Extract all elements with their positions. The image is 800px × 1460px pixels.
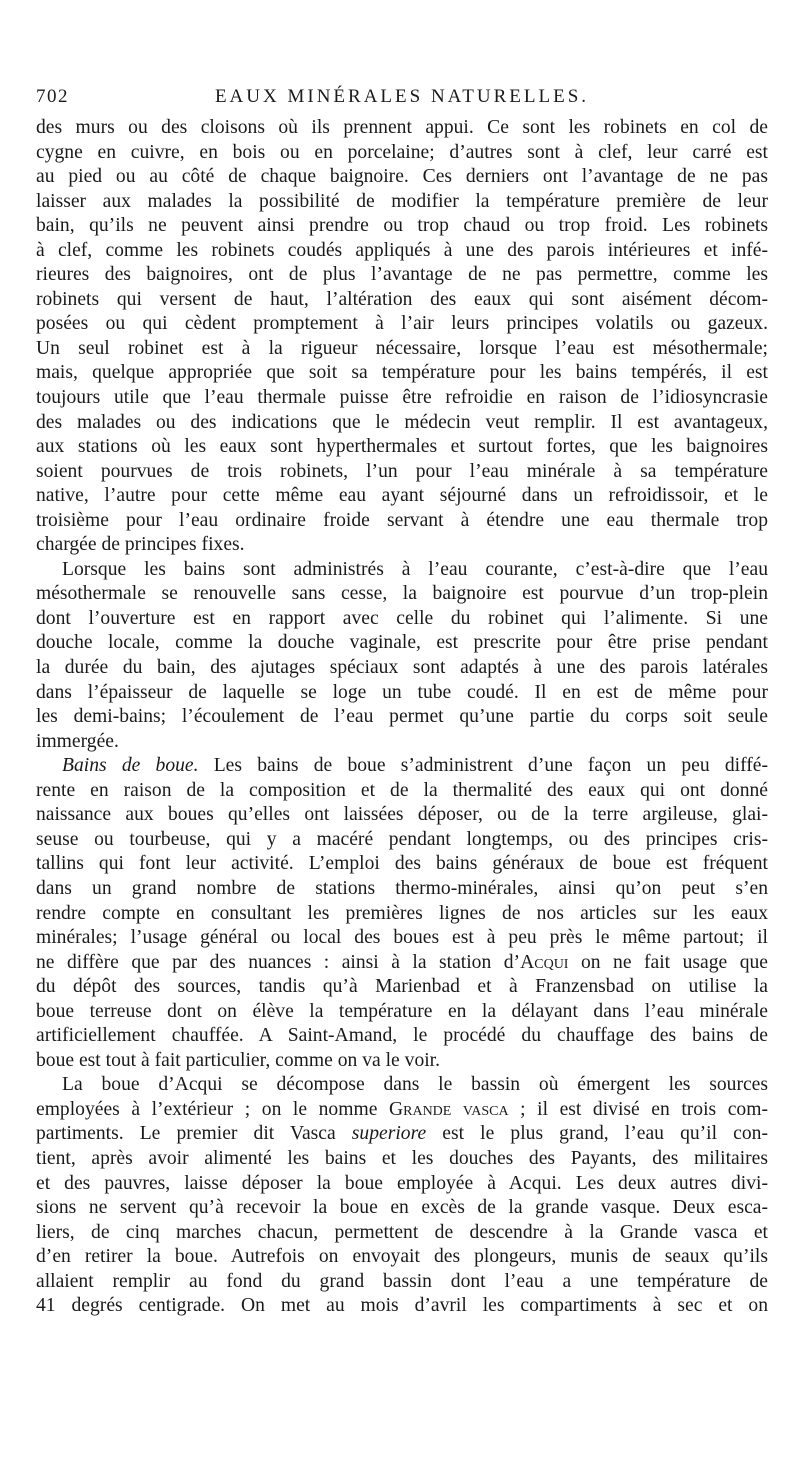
text-segment: chargée de principes fixes. — [36, 534, 245, 556]
text-line — [36, 803, 768, 828]
text-segment: boue est tout à fait particulier, comme on va le voir. — [36, 1049, 441, 1071]
text-segment: est le plus grand, l’eau qu’il con- — [426, 1123, 768, 1145]
text-line — [36, 1024, 768, 1049]
text-line — [36, 779, 768, 804]
text-segment: laisser aux malades la possibilité de modifier la température première de leur — [36, 190, 768, 212]
text-line — [36, 337, 768, 362]
text-line — [36, 926, 768, 951]
text-line — [36, 705, 768, 730]
text-segment: rendre compte en consultant les premières lignes de nos articles sur les eaux — [36, 902, 768, 924]
text-line — [36, 141, 768, 166]
text-line — [36, 1196, 768, 1221]
text-segment: ne diffère que par des nuances : ainsi à la station d’ — [36, 951, 521, 973]
text-segment: mésothermale se renouvelle sans cesse, la baignoire est pourvue d’un trop-plein — [36, 583, 768, 605]
text-segment: rieures des baignoires, ont de plus l’avantage de ne pas permettre, comme les — [36, 264, 768, 286]
text-segment: au pied ou au côté de chaque baignoire. Ces derniers ont l’avantage de ne pas — [36, 166, 768, 188]
text-line — [36, 754, 768, 779]
text-segment: tient, après avoir alimenté les bains et les douches des Payants, des militaires — [36, 1147, 768, 1169]
text-segment: Un seul robinet est à la rigueur nécessaire, lorsque l’eau est mésothermale; — [36, 337, 768, 359]
text-segment: bain, qu’ils ne peuvent ainsi prendre ou trop chaud ou trop froid. Les robinets — [36, 215, 768, 237]
text-segment: douche locale, comme la douche vaginale, est prescrite pour être prise pendant — [36, 632, 768, 654]
text-segment: minérales; l’usage général ou local des boues est à peu près le même partout; il — [36, 927, 768, 949]
text-segment: Les bains de boue s’administrent d’une façon un peu diffé- — [198, 755, 768, 777]
text-line — [36, 607, 768, 632]
text-line — [36, 288, 768, 313]
text-line — [36, 631, 768, 656]
text-segment: artificiellement chauffée. A Saint-Amand, le procédé du chauffage des bains de — [36, 1025, 768, 1047]
text-line — [36, 312, 768, 337]
text-segment: ; il est divisé en trois com- — [508, 1098, 768, 1120]
text-segment: à clef, comme les robinets coudés appliqués à une des parois intérieures et infé- — [36, 239, 768, 261]
text-segment: toujours utile que l’eau thermale puisse être refroidie en raison de l’idiosyncrasie — [36, 387, 768, 409]
text-line — [36, 116, 768, 141]
text-line — [36, 582, 768, 607]
text-segment: mais, quelque appropriée que soit sa température pour les bains tempérés, il est — [36, 362, 768, 384]
text-line — [36, 509, 768, 534]
text-line — [36, 1245, 768, 1270]
text-segment: des malades ou des indications que le médecin veut remplir. Il est avantageux, — [36, 411, 768, 433]
text-segment: et des pauvres, laisse déposer la boue employée à Acqui. Les deux autres divi- — [36, 1172, 768, 1194]
text-segment: tallins qui font leur activité. L’emploi des bains généraux de boue est fréquent — [36, 853, 768, 875]
text-line — [36, 1294, 768, 1319]
text-line — [36, 263, 768, 288]
text-segment: du dépôt des sources, tandis qu’à Marienbad et à Franzensbad on utilise la — [36, 976, 768, 998]
page-number: 702 — [36, 86, 69, 107]
page-header — [36, 82, 768, 116]
text-segment: d’en retirer la boue. Autrefois on envoyait des plongeurs, munis de seaux qu’ils — [36, 1246, 768, 1268]
text-segment: on ne fait usage que — [568, 951, 768, 973]
text-segment: la durée du bain, des ajutages spéciaux sont adaptés à une des parois latérales — [36, 657, 768, 679]
text-line — [36, 558, 768, 583]
text-segment: les demi-bains; l’écoulement de l’eau permet qu’une partie du corps soit seule — [36, 706, 768, 728]
text-segment: seuse ou tourbeuse, qui y a macéré pendant longtemps, ou des principes cris- — [36, 828, 768, 850]
text-line — [36, 386, 768, 411]
text-line — [36, 681, 768, 706]
text-segment: liers, de cinq marches chacun, permettent de descendre à la Grande vasca et — [36, 1221, 768, 1243]
text-line — [36, 1098, 768, 1123]
text-line — [36, 902, 768, 927]
italic-term: superiore — [351, 1123, 427, 1145]
text-line — [36, 1049, 768, 1074]
text-line — [36, 656, 768, 681]
text-segment: immergée. — [36, 730, 119, 752]
text-line — [36, 411, 768, 436]
running-title: EAUX MINÉRALES NATURELLES. — [214, 86, 590, 107]
text-line — [36, 1000, 768, 1025]
text-segment: soient pourvues de trois robinets, l’un pour l’eau minérale à sa température — [36, 460, 768, 482]
text-segment: native, l’autre pour cette même eau ayant séjourné dans un refroidissoir, et le — [36, 485, 768, 507]
text-segment: dans un grand nombre de stations thermo-minérales, ainsi qu’on peut s’en — [36, 877, 768, 899]
text-segment: dont l’ouverture est en rapport avec celle du robinet qui l’alimente. Si une — [36, 607, 768, 629]
text-line — [36, 533, 768, 558]
text-line — [36, 1073, 768, 1098]
text-line — [36, 239, 768, 264]
text-segment: cygne en cuivre, en bois ou en porcelaine; d’autres sont à clef, leur carré est — [36, 141, 768, 163]
text-segment: posées ou qui cèdent promptement à l’air leurs principes volatils ou gazeux. — [36, 313, 768, 335]
text-segment: naissance aux boues qu’elles ont laissées déposer, ou de la terre argileuse, glai- — [36, 804, 768, 826]
text-segment: Lorsque les bains sont administrés à l’eau courante, c’est-à-dire que l’eau — [62, 558, 768, 580]
small-caps-term: Grande vasca — [388, 1098, 509, 1120]
text-line — [36, 951, 768, 976]
text-line — [36, 1147, 768, 1172]
text-line — [36, 460, 768, 485]
text-segment: robinets qui versent de haut, l’altération des eaux qui sont aisément décom- — [36, 288, 768, 310]
text-line — [36, 877, 768, 902]
text-segment: allaient remplir au fond du grand bassin dont l’eau a une température de — [36, 1270, 768, 1292]
text-line — [36, 828, 768, 853]
book-page — [36, 82, 768, 1319]
text-segment: 41 degrés centigrade. On met au mois d’avril les compartiments à sec et on — [36, 1295, 768, 1317]
text-segment: employées à l’extérieur ; on le nomme — [36, 1098, 389, 1120]
text-line — [36, 214, 768, 239]
text-line — [36, 1270, 768, 1295]
text-segment: rente en raison de la composition et de la thermalité des eaux qui ont donné — [36, 779, 768, 801]
text-line — [36, 190, 768, 215]
text-segment: des murs ou des cloisons où ils prennent appui. Ce sont les robinets en col de — [36, 117, 768, 138]
body-text — [36, 116, 768, 1319]
text-segment: La boue d’Acqui se décompose dans le bassin où émergent les sources — [62, 1074, 768, 1096]
text-line — [36, 361, 768, 386]
text-segment: sions ne servent qu’à recevoir la boue en excès de la grande vasque. Deux esca- — [36, 1197, 768, 1219]
text-line — [36, 1221, 768, 1246]
text-segment: boue terreuse dont on élève la température en la délayant dans l’eau minérale — [36, 1000, 768, 1022]
text-line — [36, 484, 768, 509]
text-segment: partiments. Le premier dit Vasca — [36, 1123, 352, 1145]
section-heading-italic: Bains de boue. — [62, 755, 199, 777]
small-caps-term: Acqui — [520, 951, 569, 973]
text-segment: troisième pour l’eau ordinaire froide servant à étendre une eau thermale trop — [36, 509, 768, 531]
text-line — [36, 852, 768, 877]
text-line — [36, 975, 768, 1000]
text-line — [36, 1172, 768, 1197]
text-segment: dans l’épaisseur de laquelle se loge un tube coudé. Il en est de même pour — [36, 681, 768, 703]
text-line — [36, 165, 768, 190]
text-line — [36, 435, 768, 460]
text-segment: aux stations où les eaux sont hyperthermales et surtout fortes, que les baignoires — [36, 436, 768, 458]
text-line — [36, 730, 768, 755]
text-line — [36, 1122, 768, 1147]
